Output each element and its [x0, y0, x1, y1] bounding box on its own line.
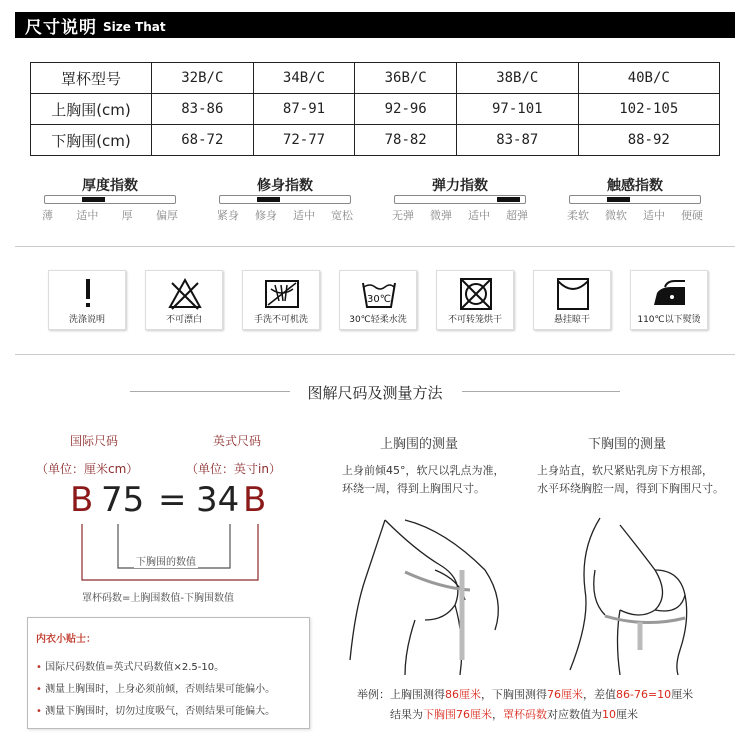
care-item — [533, 270, 611, 330]
index-label: 无弹 — [392, 209, 414, 222]
example-text — [357, 685, 693, 725]
under-bust-illustration — [560, 510, 730, 680]
care-label: 洗涤说明 — [68, 315, 105, 325]
index-label: 厚 — [121, 209, 133, 222]
index-label: 微弹 — [430, 209, 452, 222]
under-bust-desc-line: 水平环绕胸腔一周，得到下胸围尺寸。 — [537, 482, 724, 495]
example-text-part: 厘米 — [671, 688, 694, 701]
index-title: 修身指数 — [257, 178, 313, 194]
tip-text: 国际尺码数值=英式尺码数值×2.5-10。 — [45, 662, 225, 673]
elasticity-index — [390, 175, 530, 223]
example-line-1 — [357, 685, 693, 705]
care-label: 110℃以下熨烫 — [637, 315, 701, 325]
index-title: 厚度指数 — [82, 178, 138, 194]
tips-box — [27, 617, 310, 729]
index-label: 紧身 — [217, 209, 239, 222]
index-label: 便硬 — [681, 209, 703, 222]
index-label: 适中 — [293, 209, 315, 222]
care-item — [436, 270, 514, 330]
header-subtitle: Size That — [103, 19, 166, 34]
equals-sign: = — [158, 480, 187, 520]
index-label: 偏厚 — [155, 209, 178, 222]
table-cell: 102-105 — [578, 94, 719, 125]
index-label: 修身 — [255, 209, 277, 222]
example-text-part: 厘米 — [616, 708, 638, 721]
under-bust-desc-line: 上身站直，软尺紧贴乳房下方根部， — [537, 464, 713, 477]
hang-dry-icon — [554, 275, 592, 313]
index-fill — [497, 197, 520, 202]
index-bar — [569, 195, 701, 204]
touch-index — [565, 175, 705, 223]
example-value: 10 — [602, 708, 616, 721]
example-line-2 — [357, 705, 693, 725]
index-label: 柔软 — [567, 209, 589, 222]
upper-bust-desc-line: 环绕一周，得到上胸围尺寸。 — [342, 482, 485, 495]
index-title: 弹力指数 — [432, 178, 488, 194]
care-label: 手洗不可机洗 — [253, 315, 308, 325]
row-header: 下胸围(cm) — [31, 125, 152, 156]
wash-30-icon — [360, 275, 398, 313]
table-cell: 40B/C — [578, 63, 719, 94]
table-cell: 83-87 — [457, 125, 579, 156]
table-cell: 32B/C — [152, 63, 254, 94]
table-cell: 87-91 — [253, 94, 355, 125]
upper-bust-desc — [342, 462, 505, 498]
example-value: 76厘米 — [547, 688, 583, 701]
under-bust-title: 下胸围的测量 — [588, 437, 667, 452]
example-text-part: ， — [492, 708, 503, 721]
care-label: 悬挂晾干 — [553, 315, 590, 325]
bracket-lines — [0, 0, 320, 620]
example-value: 罩杯码数 — [503, 708, 547, 721]
index-label: 微软 — [605, 209, 627, 222]
care-label: 不可漂白 — [165, 315, 202, 325]
table-cell: 68-72 — [152, 125, 254, 156]
cup-letter-uk: B — [243, 480, 267, 520]
example-text-part: 对应数值为 — [547, 708, 602, 721]
cup-formula: 罩杯码数=上胸围数值-下胸围数值 — [82, 593, 234, 604]
title-rule — [462, 391, 620, 392]
example-value: 86厘米 — [445, 688, 481, 701]
table-cell: 72-77 — [253, 125, 355, 156]
index-label: 超弹 — [506, 209, 528, 222]
tip-item: • 国际尺码数值=英式尺码数值×2.5-10。 — [36, 662, 225, 673]
example-text-part: 结果为 — [390, 708, 423, 721]
wash-temp: 30℃ — [367, 294, 391, 305]
section-title: 图解尺码及测量方法 — [307, 384, 443, 402]
uk-size-label: 英式尺码 — [213, 434, 262, 448]
row-header: 上胸围(cm) — [31, 94, 152, 125]
care-item — [630, 270, 708, 330]
header-title: 尺寸说明 — [25, 17, 97, 38]
index-label: 适中 — [76, 209, 99, 222]
example-text-part: 举例：上胸围测得 — [357, 688, 445, 701]
example-value: 86-76=10 — [616, 688, 672, 701]
index-bar — [394, 195, 526, 204]
intl-size-label: 国际尺码 — [70, 434, 119, 448]
cup-letter-intl: B — [70, 480, 94, 520]
table-cell: 78-82 — [355, 125, 457, 156]
no-tumble-dry-icon — [457, 275, 495, 313]
upper-bust-illustration — [345, 510, 515, 680]
intl-size-unit: （单位：厘米cm） — [36, 462, 139, 476]
tip-text: 测量下胸围时，切勿过度吸气，否则结果可能偏大。 — [45, 706, 276, 717]
table-cell: 83-86 — [152, 94, 254, 125]
table-cell: 38B/C — [457, 63, 579, 94]
example-value: 下胸围76厘米 — [423, 708, 492, 721]
index-label: 宽松 — [331, 209, 353, 222]
tip-text: 测量上胸围时，上身必须前倾，否则结果可能偏小。 — [45, 684, 276, 695]
care-label: 不可转笼烘干 — [447, 315, 502, 325]
table-cell: 92-96 — [355, 94, 457, 125]
care-label: 30℃轻柔水洗 — [349, 315, 407, 325]
upper-bust-desc-line: 上身前倾45°，软尺以乳点为准， — [342, 464, 505, 477]
table-cell: 88-92 — [578, 125, 719, 156]
example-text-part: ，下胸围测得 — [481, 688, 547, 701]
tips-title: 内衣小贴士： — [36, 634, 96, 645]
underbust-value-label: 下胸围的数值 — [134, 553, 198, 568]
uk-size-number: 34 — [196, 480, 240, 520]
intl-size-number: 75 — [101, 480, 145, 520]
uk-size-unit: （单位：英寸in） — [186, 462, 281, 476]
index-label: 适中 — [468, 209, 490, 222]
index-label: 薄 — [42, 209, 53, 222]
index-fill — [607, 197, 630, 202]
care-item — [339, 270, 417, 330]
table-cell: 36B/C — [355, 63, 457, 94]
under-bust-desc — [537, 462, 724, 498]
iron-icon — [651, 275, 689, 313]
tip-item: • 测量上胸围时，上身必须前倾，否则结果可能偏小。 — [36, 684, 276, 695]
upper-bust-title: 上胸围的测量 — [380, 437, 459, 452]
index-label: 适中 — [643, 209, 665, 222]
tip-item: • 测量下胸围时，切勿过度吸气，否则结果可能偏大。 — [36, 706, 276, 717]
table-cell: 34B/C — [253, 63, 355, 94]
table-cell: 97-101 — [457, 94, 579, 125]
example-text-part: ，差值 — [583, 688, 616, 701]
index-title: 触感指数 — [607, 178, 663, 194]
row-header: 罩杯型号 — [31, 63, 152, 94]
